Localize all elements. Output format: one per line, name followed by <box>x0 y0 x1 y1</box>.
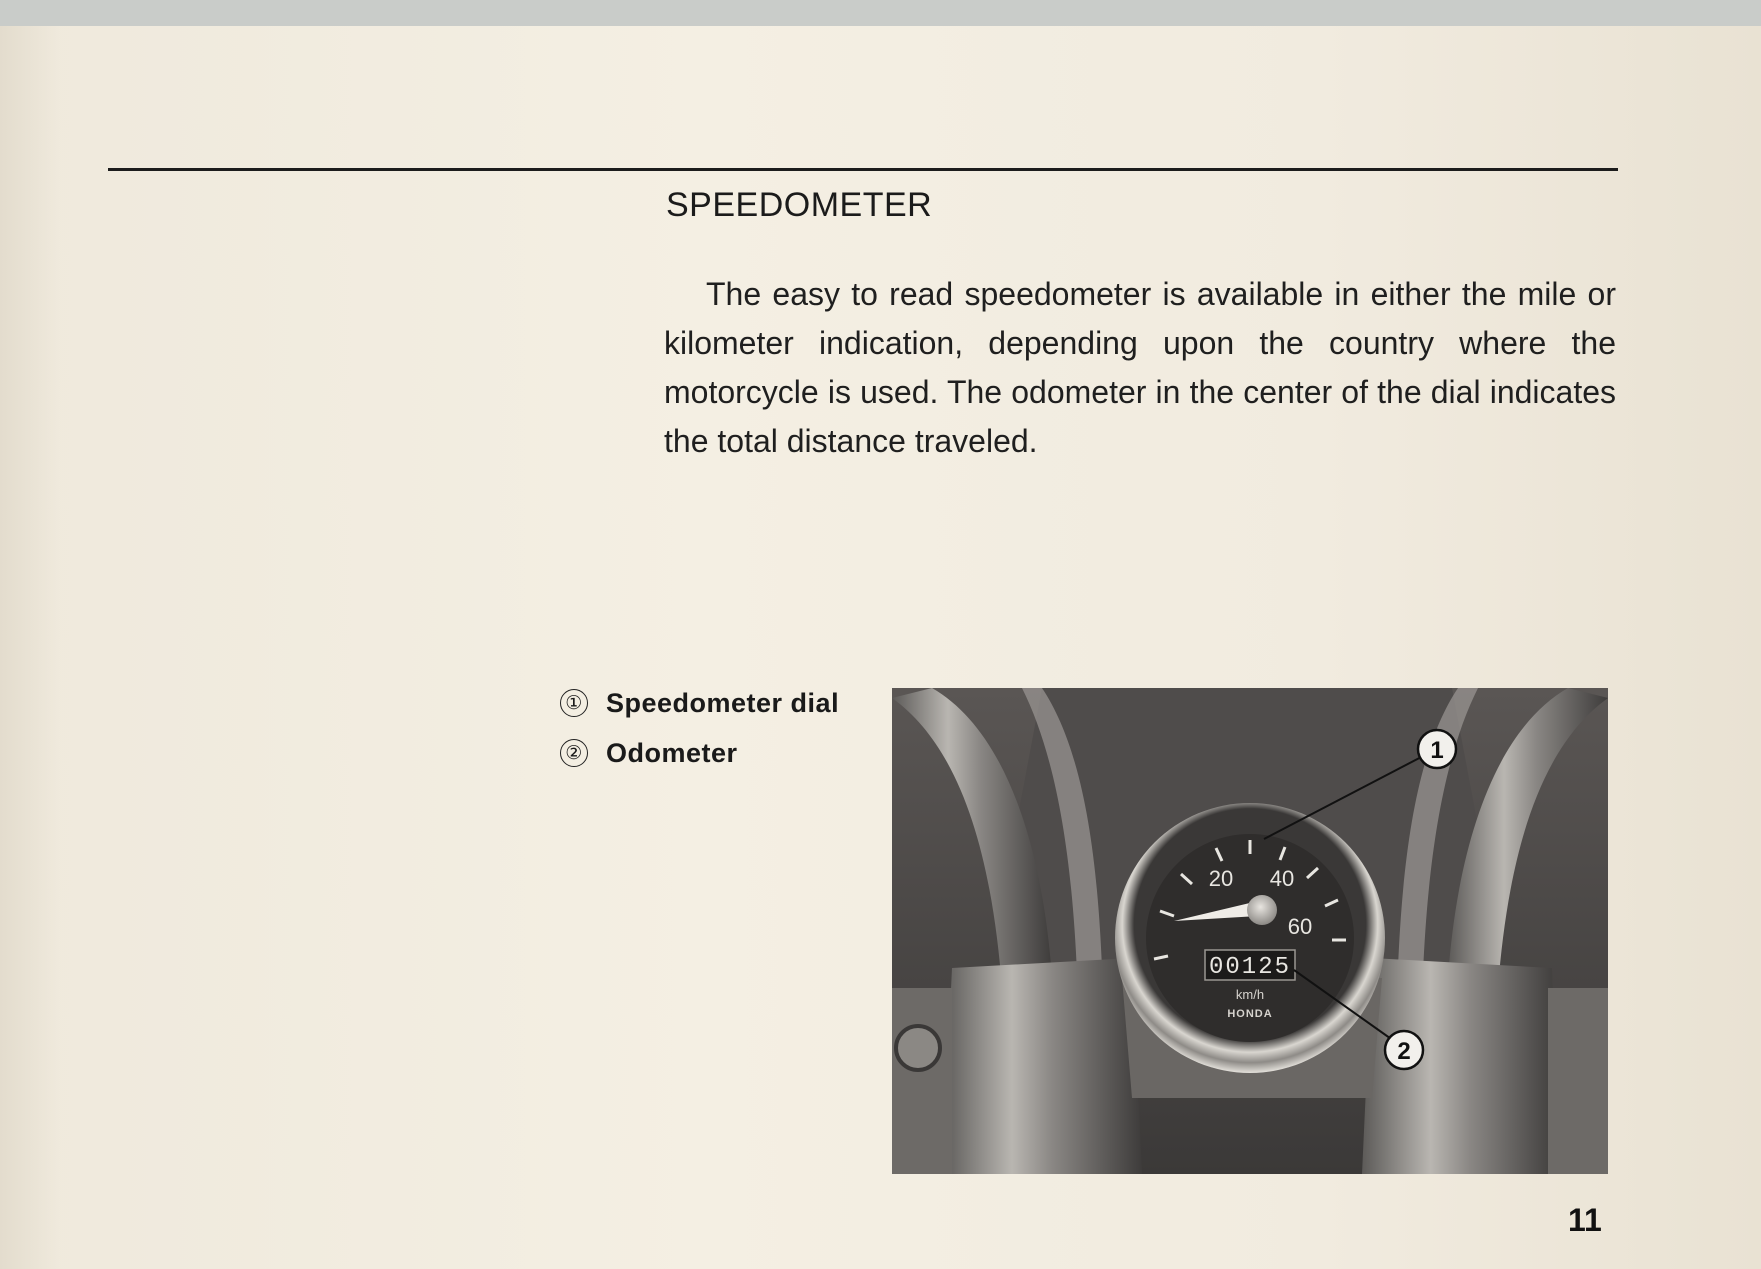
page-number: 11 <box>1568 1202 1602 1238</box>
legend-label-speedometer-dial: Speedometer dial <box>606 687 840 718</box>
dial-unit-label: km/h <box>1235 987 1265 1002</box>
legend-label-odometer: Odometer <box>606 737 738 768</box>
callout-number-2: 2 <box>1397 1038 1411 1065</box>
dial-tick-label-60: 60 <box>1287 914 1313 939</box>
dial-tick-label-20: 20 <box>1208 866 1234 891</box>
dial-brand-label: HONDA <box>1227 1008 1273 1020</box>
section-title: SPEEDOMETER <box>666 186 933 224</box>
dial-tick-label-40: 40 <box>1269 866 1295 891</box>
section-body-text: The easy to read speedometer is available in either the mile or kilometer indication, depending upon the country where the motorcycle is used. The odometer in the center of the dial indicates the total distance traveled. <box>664 276 1616 459</box>
legend-item-odometer <box>560 728 839 778</box>
legend-number-1: ① <box>560 689 588 717</box>
section-rule <box>108 168 1618 171</box>
callout-number-1: 1 <box>1430 737 1444 764</box>
page-spine-shadow <box>0 26 60 1269</box>
odometer-reading: 00125 <box>1208 954 1292 981</box>
legend-item-speedometer-dial <box>560 678 839 728</box>
speedometer-photo-illustration <box>892 688 1608 1174</box>
speedometer-photo <box>892 688 1608 1174</box>
legend-number-2: ② <box>560 739 588 767</box>
needle-hub <box>1247 895 1277 925</box>
figure-legend <box>560 678 839 778</box>
